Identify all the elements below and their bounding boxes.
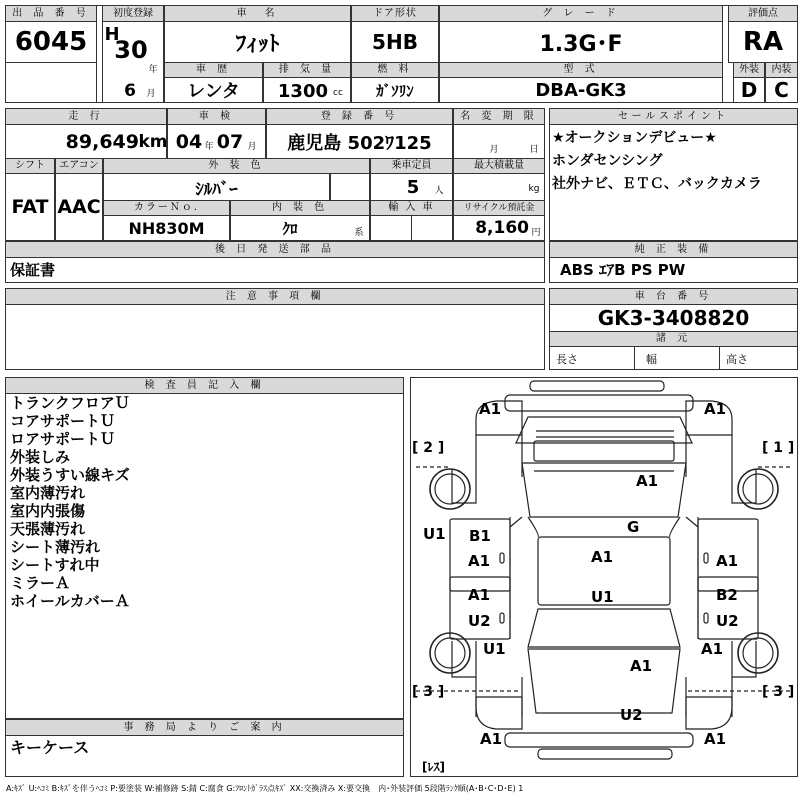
door-label: ドア形状 <box>351 5 439 22</box>
ext-score: D <box>740 78 758 102</box>
inspector-line: 外装うすい線キズ <box>10 466 130 484</box>
door-type: 5HB <box>372 30 418 54</box>
damage-mark: A1 <box>468 552 491 570</box>
length-label: 長さ <box>556 353 578 366</box>
rear-bumper <box>505 733 693 747</box>
import-label: 輸 入 車 <box>370 200 453 216</box>
sales-line-2: ホンダセンシング <box>552 153 663 169</box>
inspector-line: 外装しみ <box>10 448 71 466</box>
history-label: 車 歴 <box>164 62 263 78</box>
displacement: 1300 <box>277 80 328 102</box>
int-score: C <box>774 78 789 102</box>
era: H <box>104 23 120 45</box>
shift: FAT <box>11 196 49 218</box>
mileage-label: 走 行 <box>5 108 167 125</box>
inspector-line: ロアサポートＵ <box>10 430 116 448</box>
notes-label: 注 意 事 項 欄 <box>5 288 545 305</box>
damage-mark: U1 <box>483 640 506 658</box>
interior-unit: 系 <box>354 227 364 238</box>
damage-mark: A1 <box>704 730 727 748</box>
insp-month: 07 <box>216 130 244 153</box>
name-change-label: 名 変 期 限 <box>453 108 545 125</box>
year-unit: 年 <box>148 64 158 75</box>
import-cell-b <box>411 215 453 241</box>
equipment: ABS ｴｱB PS PW <box>560 261 686 279</box>
lot-no-empty <box>5 62 97 103</box>
interior: ｸﾛ <box>282 219 298 238</box>
car-name: ﾌｨｯﾄ <box>235 31 280 57</box>
height-label: 高さ <box>726 353 748 366</box>
insp-month-unit: 月 <box>247 141 257 152</box>
legend: A:ｷｽﾞ U:ﾍｺﾐ B:ｷｽﾞを伴うﾍｺﾐ P:要塗装 W:補修跡 S:錆 C:腐食 G:ﾌﾛﾝﾄｶﾞﾗｽ点ｷｽﾞ XX:交換済み X:要交換 内･外装評価 5段階ﾗﾝｸ順(A･B･C･D･E) 1 <box>6 784 524 793</box>
chassis-no: GK3-3408820 <box>597 306 750 330</box>
fuel: ｶﾞｿﾘﾝ <box>376 81 414 100</box>
tag-rear: [ﾚｽ] <box>422 760 445 774</box>
shift-label: シフト <box>5 158 55 174</box>
inspector-line: シートすれ中 <box>10 556 100 574</box>
damage-mark: U2 <box>468 612 491 630</box>
later-parts-cell <box>5 257 545 283</box>
score: RA <box>742 27 784 57</box>
inspection-label: 車 検 <box>167 108 266 125</box>
chassis-label: 車 台 番 号 <box>549 288 798 305</box>
front-bumper <box>505 395 693 411</box>
color-extra-cell <box>330 173 370 201</box>
damage-mark: A1 <box>701 640 724 658</box>
equipment-label: 純 正 装 備 <box>549 241 798 258</box>
recycle-unit: 円 <box>531 227 541 238</box>
tag-2: [ 2 ] <box>412 440 445 456</box>
damage-mark: B2 <box>716 586 738 604</box>
interior-label: 内 装 色 <box>230 200 370 216</box>
width-label: 幅 <box>646 353 657 366</box>
tag-3-left: [ 3 ] <box>412 684 445 700</box>
nc-day-unit: 日 <box>529 144 539 155</box>
inspector-line: 室内内張傷 <box>10 502 86 520</box>
tag-1: [ 1 ] <box>762 440 795 456</box>
grade: 1.3G･F <box>539 31 623 57</box>
ac-label: エアコン <box>55 158 103 174</box>
inspector-line: 天張薄汚れ <box>10 520 86 538</box>
reg-year: 30 <box>114 36 148 64</box>
color: ｼﾙﾊﾞｰ <box>195 179 238 200</box>
mileage: 89,649 <box>65 130 139 153</box>
damage-mark: A1 <box>704 400 727 418</box>
damage-mark: U2 <box>620 706 643 724</box>
inspector-line: トランクフロアＵ <box>10 394 130 412</box>
ext-label: 外装 <box>733 62 765 78</box>
car-name-label: 車 名 <box>164 5 351 22</box>
nc-month-unit: 月 <box>489 144 499 155</box>
inspector-line: シート薄汚れ <box>10 538 101 556</box>
model: DBA-GK3 <box>535 79 627 101</box>
damage-mark: B1 <box>469 527 491 545</box>
recycle: 8,160 <box>475 218 529 238</box>
sales-line-1: ★オークションデビュー★ <box>552 130 717 146</box>
car-outline <box>410 377 798 777</box>
rear-bumper-bottom <box>538 749 672 759</box>
inspector-line: ホイールカバーＡ <box>10 592 130 610</box>
inspector-label: 検 査 員 記 入 欄 <box>5 377 404 394</box>
lot-no-label: 出 品 番 号 <box>5 5 97 22</box>
damage-mark: G <box>627 518 640 536</box>
damage-mark: U2 <box>716 612 739 630</box>
sales-label: セールスポイント <box>549 108 798 125</box>
damage-mark: A1 <box>630 657 653 675</box>
score-label: 評価点 <box>728 5 798 22</box>
capacity-label: 乗車定員 <box>370 158 453 174</box>
insp-year-unit: 年 <box>204 141 214 152</box>
damage-mark: U1 <box>591 588 614 606</box>
damage-mark: A1 <box>636 472 659 490</box>
displacement-unit: cc <box>333 88 343 98</box>
import-cell-a <box>370 215 412 241</box>
load-label: 最大積載量 <box>453 158 545 174</box>
sales-line-3: 社外ナビ、ＥＴＣ、バックカメラ <box>552 176 762 192</box>
inspector-line: コアサポートＵ <box>10 412 116 430</box>
inspector-line: ミラーＡ <box>10 574 71 592</box>
displacement-label: 排 気 量 <box>263 62 351 78</box>
damage-mark: A1 <box>716 552 739 570</box>
notes-cell <box>5 304 545 370</box>
plate: 鹿児島 502ﾜ125 <box>287 132 432 154</box>
later-parts-label: 後 日 発 送 部 品 <box>5 241 545 258</box>
tag-3-right: [ 3 ] <box>762 684 795 700</box>
grade-label: グ レ ー ド <box>439 5 723 22</box>
front-bumper-top <box>530 381 664 391</box>
lot-no: 6045 <box>14 27 88 57</box>
inspector-line: 室内薄汚れ <box>10 484 86 502</box>
spec-label: 諸 元 <box>549 331 798 347</box>
capacity-unit: 人 <box>434 185 444 196</box>
model-label: 型 式 <box>439 62 723 78</box>
office-label: 事 務 局 よ り ご 案 内 <box>5 719 404 736</box>
first-reg-label: 初度登録 <box>102 5 164 22</box>
later-parts: 保証書 <box>10 261 56 279</box>
damage-mark: U1 <box>423 525 446 543</box>
color-no: NH830M <box>128 218 205 238</box>
color-label: 外 装 色 <box>103 158 370 174</box>
capacity: 5 <box>406 176 420 198</box>
damage-mark: A1 <box>591 548 614 566</box>
damage-mark: A1 <box>480 730 503 748</box>
reg-month: 6 <box>124 81 136 101</box>
color-no-label: カラーＮｏ. <box>103 200 230 216</box>
fuel-label: 燃 料 <box>351 62 439 78</box>
history: レンタ <box>187 81 240 102</box>
ac: AAC <box>57 196 101 218</box>
damage-mark: A1 <box>479 400 502 418</box>
recycle-label: リサイクル預託金 <box>453 200 545 216</box>
plate-label: 登 録 番 号 <box>266 108 453 125</box>
int-label: 内装 <box>765 62 798 78</box>
insp-year: 04 <box>175 130 203 153</box>
mileage-unit: km <box>138 131 168 152</box>
month-unit: 月 <box>146 88 156 99</box>
damage-mark: A1 <box>468 586 491 604</box>
office-note: キーケース <box>10 738 90 757</box>
load-unit: kg <box>528 184 540 194</box>
